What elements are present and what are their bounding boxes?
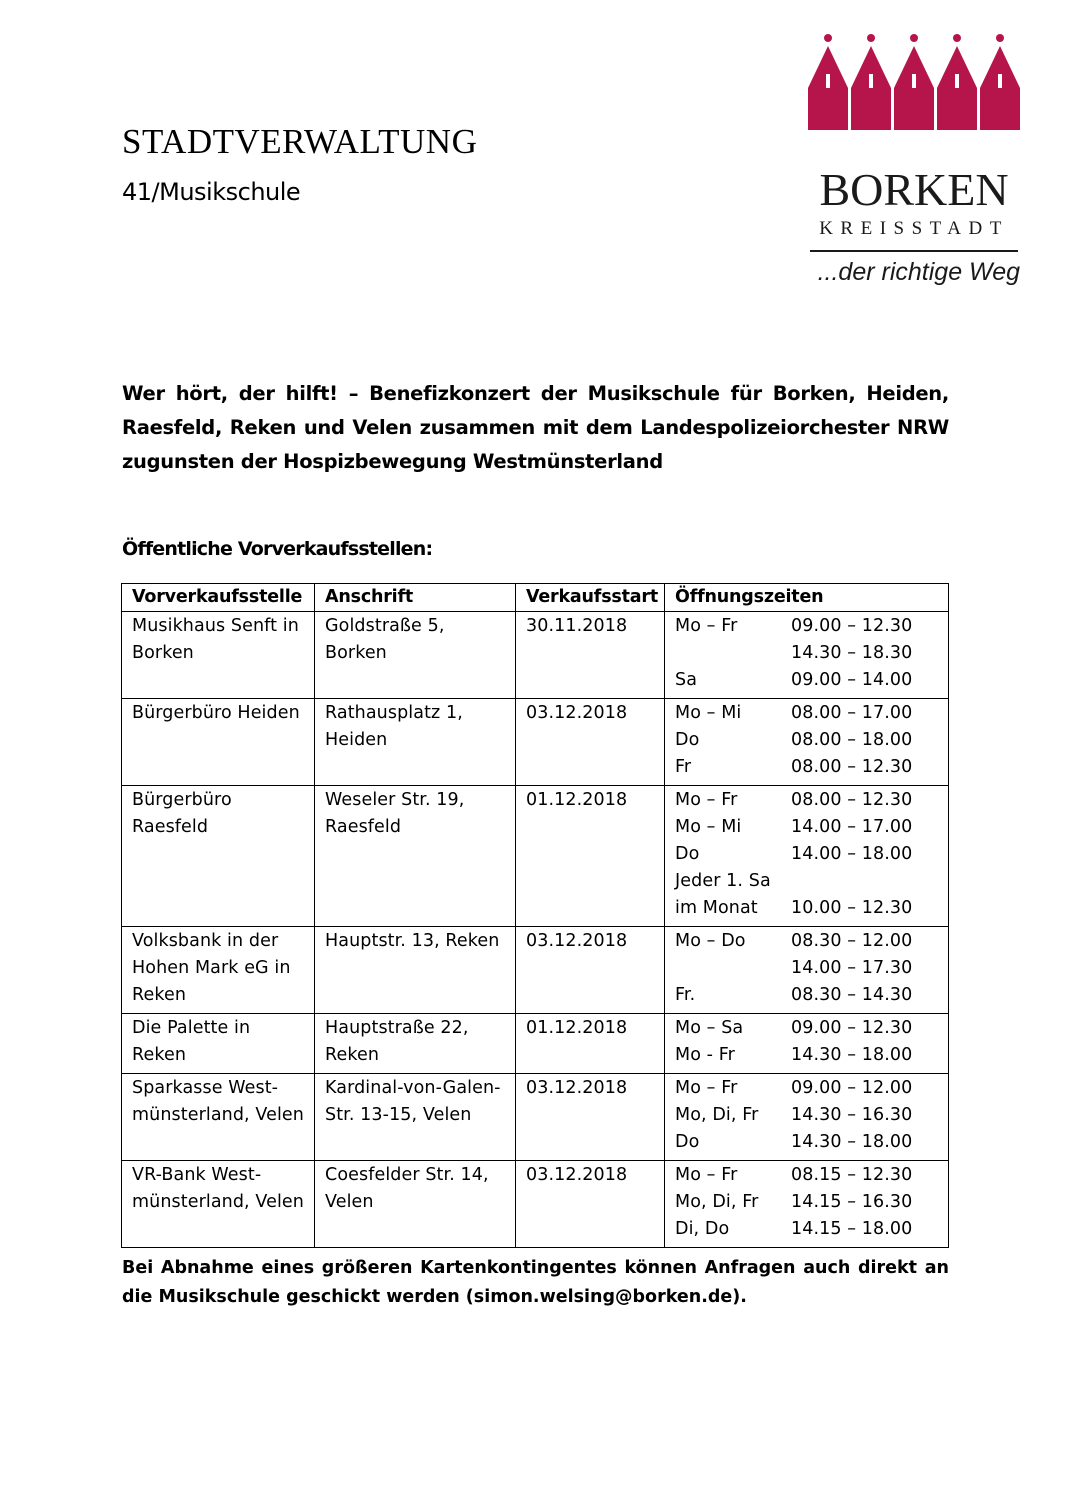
table-row (122, 1014, 949, 1074)
table-cell-stelle: Musikhaus Senft in Borken (122, 612, 315, 699)
hours-line (675, 928, 942, 955)
table-cell-start: 03.12.2018 (516, 1074, 665, 1161)
hours-time: 09.00 – 12.30 (791, 1018, 913, 1038)
table-cell-start: 01.12.2018 (516, 1014, 665, 1074)
hours-time: 09.00 – 14.00 (791, 670, 913, 690)
section-title: Öffentliche Vorverkaufsstellen: (122, 538, 433, 560)
table-cell-anschrift: Kardinal-von-Galen-Str. 13-15, Velen (315, 1074, 516, 1161)
table-cell-stelle: Volksbank in der Hohen Mark eG in Reken (122, 927, 315, 1014)
borken-logo (806, 32, 1022, 286)
hours-day: Fr. (675, 985, 696, 1005)
hours-time: 14.00 – 17.00 (791, 817, 913, 837)
footer-note: Bei Abnahme eines größeren Kartenkontingentes können Anfragen auch direkt an die Musikschule geschickt werden (simon.welsing@borken.de). (122, 1258, 949, 1307)
towers-icon (806, 32, 1022, 167)
hours-time: 14.00 – 18.00 (791, 844, 913, 864)
table-cell-anschrift: Coesfelder Str. 14, Velen (315, 1161, 516, 1248)
table-row (122, 1074, 949, 1161)
hours-line (675, 667, 942, 694)
hours-day: Mo – Fr (675, 790, 738, 810)
hours-day: Mo – Fr (675, 616, 738, 636)
headline: Wer hört, der hilft! – Benefizkonzert der Musikschule für Borken, Heiden, Raesfeld, Reken und Velen zusammen mit dem Landespolizeiorchester NRW zugunsten der Hospizbewegung Westmünsterland (122, 382, 949, 473)
table-cell-hours (665, 786, 949, 927)
hours-day: Mo – Sa (675, 1018, 744, 1038)
table-cell-hours (665, 1014, 949, 1074)
hours-day: Mo – Do (675, 931, 746, 951)
table-cell-hours (665, 699, 949, 786)
hours-line (675, 700, 942, 727)
column-header: Anschrift (315, 584, 516, 612)
hours-day: Jeder 1. Sa (675, 871, 771, 891)
table-row (122, 927, 949, 1014)
column-header: Vorverkaufsstelle (122, 584, 315, 612)
table-row (122, 612, 949, 699)
hours-day: Sa (675, 670, 698, 690)
hours-time: 08.00 – 12.30 (791, 790, 913, 810)
hours-day: Fr (675, 757, 692, 777)
hours-day (675, 955, 791, 982)
hours-day: Mo, Di, Fr (675, 1192, 759, 1212)
logo-divider (810, 250, 1018, 252)
hours-line (675, 1162, 942, 1189)
table-cell-anschrift: Rathausplatz 1, Heiden (315, 699, 516, 786)
table-cell-stelle: VR-Bank West-münsterland, Velen (122, 1161, 315, 1248)
hours-time: 14.30 – 18.00 (791, 1045, 913, 1065)
hours-time: 09.00 – 12.00 (791, 1078, 913, 1098)
table-cell-hours (665, 1074, 949, 1161)
hours-line (675, 640, 942, 667)
hours-day: Mo – Mi (675, 703, 742, 723)
hours-day: Di, Do (675, 1219, 730, 1239)
hours-time: 14.30 – 18.00 (791, 1132, 913, 1152)
hours-day: Mo, Di, Fr (675, 1105, 759, 1125)
hours-time: 10.00 – 12.30 (791, 898, 913, 918)
hours-time: 08.30 – 12.00 (791, 931, 913, 951)
hours-time: 08.15 – 12.30 (791, 1165, 913, 1185)
hours-time: 14.30 – 18.30 (791, 643, 913, 663)
table-cell-stelle: Die Palette in Reken (122, 1014, 315, 1074)
logo-subtitle: KREISSTADT (819, 218, 1009, 239)
table-cell-stelle: Bürgerbüro Heiden (122, 699, 315, 786)
table-cell-anschrift: Hauptstraße 22, Reken (315, 1014, 516, 1074)
table-cell-anschrift: Hauptstr. 13, Reken (315, 927, 516, 1014)
hours-time: 14.00 – 17.30 (791, 958, 913, 978)
table-cell-hours (665, 1161, 949, 1248)
column-header: Öffnungszeiten (665, 584, 949, 612)
hours-day: Mo – Mi (675, 817, 742, 837)
hours-line (675, 1042, 942, 1069)
hours-line (675, 1102, 942, 1129)
hours-time: 09.00 – 12.30 (791, 616, 913, 636)
hours-line (675, 727, 942, 754)
sales-points-table (121, 583, 949, 1248)
hours-time: 08.30 – 14.30 (791, 985, 913, 1005)
table-cell-start: 03.12.2018 (516, 699, 665, 786)
hours-day: Do (675, 844, 700, 864)
hours-day: im Monat (675, 898, 758, 918)
hours-line (675, 1075, 942, 1102)
hours-line (675, 955, 942, 982)
hours-time: 14.15 – 16.30 (791, 1192, 913, 1212)
table-row (122, 1161, 949, 1248)
hours-line (675, 814, 942, 841)
table-cell-anschrift: Goldstraße 5, Borken (315, 612, 516, 699)
hours-line (675, 1216, 942, 1243)
table-cell-stelle: Sparkasse West-münsterland, Velen (122, 1074, 315, 1161)
hours-line (675, 787, 942, 814)
table-cell-stelle: Bürgerbüro Raesfeld (122, 786, 315, 927)
hours-day: Mo - Fr (675, 1045, 735, 1065)
table-cell-hours (665, 612, 949, 699)
table-header-row (122, 584, 949, 612)
hours-time: 08.00 – 12.30 (791, 757, 913, 777)
table-cell-start: 30.11.2018 (516, 612, 665, 699)
hours-line (675, 841, 942, 868)
hours-day: Mo – Fr (675, 1078, 738, 1098)
org-title: STADTVERWALTUNG (122, 122, 478, 161)
hours-line (675, 1015, 942, 1042)
table-cell-start: 03.12.2018 (516, 1161, 665, 1248)
hours-line (675, 982, 942, 1009)
hours-day: Do (675, 1132, 700, 1152)
hours-line (675, 868, 942, 895)
logo-slogan: ...der richtige Weg (817, 258, 1020, 286)
hours-line (675, 895, 942, 922)
table-cell-start: 03.12.2018 (516, 927, 665, 1014)
table-row (122, 786, 949, 927)
table-row (122, 699, 949, 786)
hours-time: 14.15 – 18.00 (791, 1219, 913, 1239)
table-cell-start: 01.12.2018 (516, 786, 665, 927)
hours-line (675, 754, 942, 781)
logo-name: BORKEN (819, 164, 1009, 215)
hours-time: 14.30 – 16.30 (791, 1105, 913, 1125)
hours-line (675, 1129, 942, 1156)
hours-day (675, 640, 791, 667)
hours-day: Mo – Fr (675, 1165, 738, 1185)
department-name: 41/Musikschule (122, 178, 301, 206)
hours-time: 08.00 – 17.00 (791, 703, 913, 723)
table-cell-anschrift: Weseler Str. 19, Raesfeld (315, 786, 516, 927)
hours-day: Do (675, 730, 700, 750)
hours-time: 08.00 – 18.00 (791, 730, 913, 750)
column-header: Verkaufsstart (516, 584, 665, 612)
hours-line (675, 613, 942, 640)
hours-line (675, 1189, 942, 1216)
table-cell-hours (665, 927, 949, 1014)
